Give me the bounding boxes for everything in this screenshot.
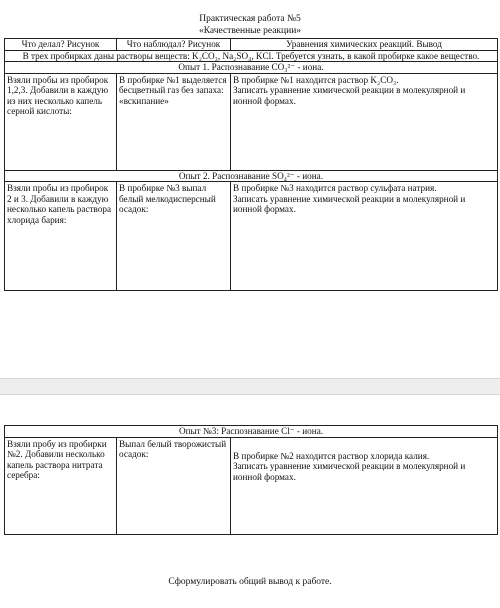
experiment-3-title-row [5, 426, 498, 438]
results-table-1 [4, 38, 498, 291]
intro-text: В трех пробирках даны растворы веществ: K₂CO₃, Na₂SO₄, KCl. Требуется узнать, в какой пробирке какое вещество. [5, 50, 498, 62]
experiment-1-result: В пробирке №1 находится раствор K₂CO₃. [233, 74, 399, 85]
experiment-1-equations [231, 73, 498, 170]
results-table-2 [4, 425, 498, 535]
experiment-3-row [5, 437, 498, 534]
experiment-2-result: В пробирке №3 находится раствор сульфата натрия. [233, 183, 437, 194]
experiment-1-row [5, 73, 498, 170]
experiment-1-observed: В пробирке №1 выделяется бесцветный газ без запаха: «вскипание» [117, 73, 231, 170]
column-header-observed: Что наблюдал? Рисунок [117, 39, 231, 51]
experiment-2-equations [231, 182, 498, 291]
experiment-3-observed: Выпал белый творожистый осадок: [117, 437, 231, 534]
page-subtitle: «Качественные реакции» [198, 26, 302, 36]
experiment-3-equations [231, 437, 498, 534]
table-header-row [5, 39, 498, 51]
experiment-1-title-row [5, 62, 498, 74]
column-header-did: Что делал? Рисунок [5, 39, 117, 51]
column-header-equations: Уравнения химических реакций. Вывод [231, 39, 498, 51]
experiment-2-observed: В пробирке №3 выпал белый мелкодисперсный осадок: [117, 182, 231, 291]
general-conclusion: Сформулировать общий вывод к работе. [168, 577, 332, 587]
experiment-3-did: Взяли пробу из пробирки №2. Добавили несколько капель раствора нитрата серебра: [5, 437, 117, 534]
experiment-2-title-row [5, 170, 498, 182]
experiment-3-task: Записать уравнение химической реакции в молекулярной и ионной формах. [233, 461, 466, 482]
experiment-2-title: Опыт 2. Распознавание SO₄²⁻ - иона. [5, 170, 498, 182]
experiment-3-result: В пробирке №2 находится раствор хлорида калия. [233, 450, 430, 461]
experiment-2-task: Записать уравнение химической реакции в молекулярной и ионной формах. [233, 193, 466, 215]
experiment-2-did: Взяли пробы из пробирок 2 и 3. Добавили в каждую несколько капель раствора хлорида бария: [5, 182, 117, 291]
experiment-1-task: Записать уравнение химической реакции в молекулярной и ионной формах. [233, 85, 466, 106]
experiment-1-did: Взяли пробы из пробирок 1,2,3. Добавили в каждую из них несколько капель серной кислоты: [5, 73, 117, 170]
intro-row [5, 50, 498, 62]
experiment-2-row [5, 182, 498, 291]
page-title: Практическая работа №5 [199, 14, 301, 24]
page-break [0, 378, 500, 395]
experiment-3-title: Опыт №3: Распознавание Cl⁻ - иона. [5, 426, 498, 438]
experiment-1-title: Опыт 1. Распознавание CO₃²⁻ - иона. [5, 62, 498, 74]
